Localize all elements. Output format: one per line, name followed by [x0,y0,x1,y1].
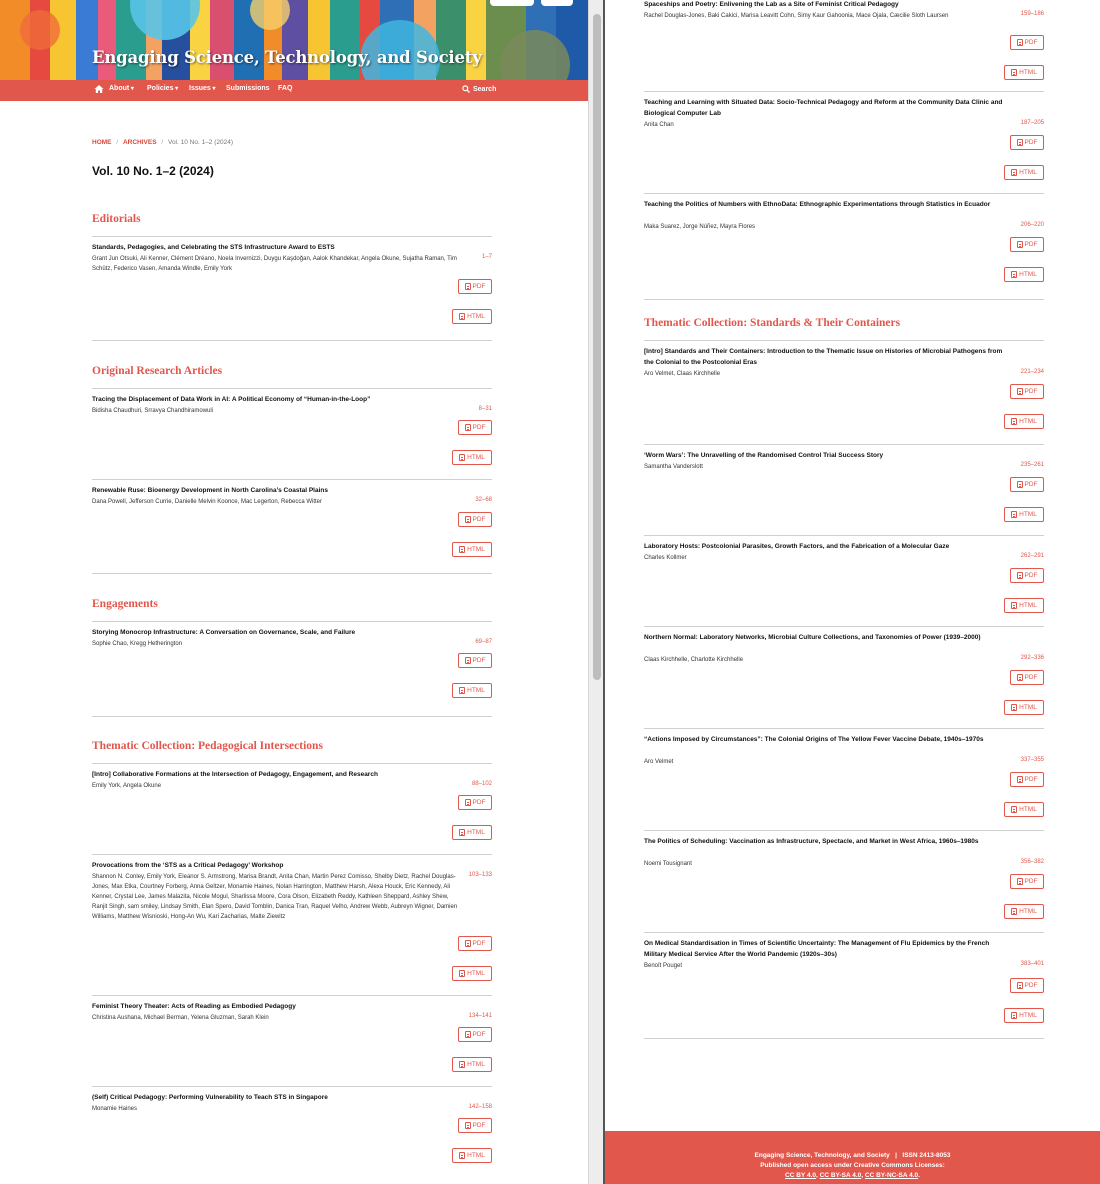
html-galley-button[interactable] [1004,598,1044,613]
html-file-icon [1011,69,1017,76]
pdf-galley-button[interactable] [458,279,492,294]
pdf-file-icon [1017,241,1023,248]
pdf-galley-label: PDF [472,940,486,947]
section-heading: Original Research Articles [92,365,492,389]
section-heading: Editorials [92,213,492,237]
html-file-icon [1011,908,1017,915]
nav-item-label: Issues [189,85,211,92]
article-authors: Sophie Chao, Kregg Hetherington [92,641,183,647]
html-file-icon [459,313,465,320]
article-authors: Aro Velmet, Claas Kirchhelle [644,371,721,377]
pdf-galley-label: PDF [472,283,486,290]
nav-item-label: FAQ [278,85,293,92]
journal-banner [0,0,588,80]
section-heading: Thematic Collection: Standards & Their Containers [644,317,1044,341]
article-authors: Christina Aushana, Michael Berman, Yelena Gluzman, Sarah Klein [92,1015,269,1021]
html-galley-label: HTML [467,313,485,320]
article-summary [92,237,492,341]
pdf-galley-button[interactable] [458,512,492,527]
article-title-link[interactable]: Laboratory Hosts: Postcolonial Parasites, Growth Factors, and the Fabrication of a Molecular Gaze [644,543,950,550]
issue-section [92,365,492,574]
html-galley-button[interactable] [1004,65,1044,80]
article-pages: 292–336 [1020,655,1044,661]
article-authors: Maka Suarez, Jorge Núñez, Mayra Flores [644,224,756,230]
html-file-icon [1011,806,1017,813]
license-link-cc-by-nc-sa[interactable]: CC BY-NC-SA 4.0 [864,1172,919,1179]
issue-section [644,317,1044,1039]
search-icon [462,85,470,93]
pdf-file-icon [465,1122,471,1129]
html-galley-label: HTML [1019,704,1037,711]
pdf-galley-button[interactable] [458,1118,492,1133]
section-heading: Engagements [92,598,492,622]
journal-page-right [605,0,1100,1184]
pdf-galley-label: PDF [1024,572,1038,579]
article-title-link[interactable]: Northern Normal: Laboratory Networks, Microbial Culture Collections, and Taxonomies of Power (1939–2000) [644,634,981,641]
article-title-link[interactable]: The Politics of Scheduling: Vaccination as Infrastructure, Spectacle, and Market in West Africa, 1960s–1980s [644,838,979,845]
html-galley-label: HTML [467,1152,485,1159]
pdf-galley-button[interactable] [1010,135,1044,150]
site-footer [605,1131,1100,1184]
breadcrumb [92,139,233,146]
issue-section [92,213,492,341]
article-summary [644,341,1044,445]
pdf-file-icon [465,424,471,431]
article-summary [92,996,492,1087]
article-summary [644,194,1044,300]
license-link-cc-by[interactable]: CC BY 4.0 [785,1172,816,1179]
pdf-galley-button[interactable] [1010,237,1044,252]
caret-down-icon: ▾ [129,86,134,92]
article-summary [644,0,1044,92]
html-galley-button[interactable] [452,542,492,557]
article-authors: Samantha Vanderslott [644,464,703,470]
pdf-galley-button[interactable] [458,795,492,810]
html-galley-button[interactable] [1004,904,1044,919]
article-pages: 134–141 [468,1013,492,1019]
html-galley-button[interactable] [1004,700,1044,715]
html-file-icon [1011,1012,1017,1019]
search-link[interactable] [462,85,496,93]
article-pages: 337–355 [1020,757,1044,763]
article-authors: Benoît Pouget [644,963,683,969]
html-galley-button[interactable] [1004,414,1044,429]
article-summary [92,389,492,480]
pdf-file-icon [1017,39,1023,46]
nav-item-faq[interactable] [278,85,292,92]
html-galley-button[interactable] [1004,267,1044,282]
article-authors: Anita Chan [644,122,674,128]
pdf-galley-button[interactable] [1010,670,1044,685]
article-pages: 356–382 [1020,859,1044,865]
article-title-link[interactable]: Feminist Theory Theater: Acts of Reading as Embodied Pedagogy [92,1003,296,1010]
article-authors: Noemi Tousignant [644,861,692,867]
article-authors: Grant Jun Otsuki, Ali Kenner, Clément Dréano, Noela Invernizzi, Duygu Kaşdoğan, Aalok Khandekar, Angela Okune, Sujatha Raman, Tim Schütz, Federico Vasen, Amanda Windle, Emily York [92,256,457,272]
scrollbar-thumb[interactable] [593,14,601,680]
article-title-link[interactable]: Teaching the Politics of Numbers with EthnoData: Ethnographic Experimentations through Statistics in Ecuador [644,201,991,208]
article-title-link[interactable]: [Intro] Standards and Their Containers: Introduction to the Thematic Issue on Histories of Microbial Pathogens from the Colonial to the Postcolonial Eras [644,348,1003,366]
article-pages: 235–261 [1020,462,1044,468]
nav-item-label: About [109,85,130,92]
article-pages: 69–87 [475,639,492,645]
pdf-galley-button[interactable] [1010,874,1044,889]
pdf-file-icon [465,516,471,523]
html-galley-label: HTML [1019,69,1037,76]
page-title: Vol. 10 No. 1–2 (2024) [92,164,214,178]
html-galley-label: HTML [1019,418,1037,425]
pdf-galley-label: PDF [1024,139,1038,146]
article-title-link[interactable]: Renewable Ruse: Bioenergy Development in North Carolina’s Coastal Plains [92,487,328,494]
pdf-galley-button[interactable] [458,936,492,951]
pdf-file-icon [1017,878,1023,885]
html-file-icon [459,454,465,461]
html-galley-button[interactable] [1004,165,1044,180]
pdf-galley-label: PDF [472,1122,486,1129]
pdf-galley-label: PDF [1024,241,1038,248]
footer-license-links: CC BY 4.0, CC BY-SA 4.0, CC BY-NC-SA 4.0. [785,1172,920,1179]
html-galley-label: HTML [467,970,485,977]
article-pages: 32–68 [475,497,492,503]
issue-section-continued [644,0,1044,300]
breadcrumb-current: Vol. 10 No. 1–2 (2024) [167,139,234,146]
pdf-galley-label: PDF [1024,388,1038,395]
login-button[interactable] [490,0,534,6]
footer-license-text: Published open access under Creative Commons Licenses: [760,1162,945,1169]
article-pages: 1–7 [481,254,492,260]
html-file-icon [1011,704,1017,711]
pdf-galley-button[interactable] [1010,35,1044,50]
article-title-link[interactable]: On Medical Standardisation in Times of Scientific Uncertainty: The Management of Flu Epidemics by the French Military Medical Service After the World Pandemic (1920s–30s) [644,940,990,958]
html-file-icon [1011,602,1017,609]
article-pages: 142–158 [468,1104,492,1110]
pdf-galley-label: PDF [1024,39,1038,46]
breadcrumb-home[interactable]: HOME [92,139,112,146]
article-summary [644,729,1044,831]
pdf-galley-button[interactable] [1010,568,1044,583]
html-galley-label: HTML [1019,602,1037,609]
article-summary [644,536,1044,627]
html-galley-button[interactable] [452,966,492,981]
footer-issn: ISSN 2413-8053 [902,1152,951,1159]
article-title-link[interactable]: Spaceships and Poetry: Enlivening the Lab as a Site of Feminist Critical Pedagogy [644,1,899,8]
html-file-icon [459,687,465,694]
caret-down-icon: ▾ [173,86,179,92]
article-title-link[interactable]: Standards, Pedagogies, and Celebrating the STS Infrastructure Award to ESTS [92,244,335,251]
pdf-galley-label: PDF [472,424,486,431]
article-authors: Charles Kollmer [644,555,687,561]
article-summary [644,627,1044,729]
article-pages: 88–102 [471,781,492,787]
pdf-galley-button[interactable] [458,1027,492,1042]
html-galley-button[interactable] [1004,1008,1044,1023]
pdf-galley-label: PDF [1024,982,1038,989]
html-galley-label: HTML [1019,1012,1037,1019]
html-file-icon [1011,418,1017,425]
search-label: Search [473,85,497,93]
nav-item-label: Policies [147,85,174,92]
pdf-galley-label: PDF [1024,674,1038,681]
pdf-galley-button[interactable] [458,653,492,668]
article-summary [644,445,1044,536]
article-title-link[interactable]: (Self) Critical Pedagogy: Performing Vulnerability to Teach STS in Singapore [92,1094,328,1101]
article-summary [92,855,492,996]
html-file-icon [1011,169,1017,176]
html-galley-button[interactable] [1004,507,1044,522]
article-summary [92,622,492,717]
article-authors: Shannon N. Conley, Emily York, Eleanor S. Armstrong, Marisa Brandt, Anita Chan, Martin Perez Comisso, Shelby Dietz, Rachel Douglas-Jones, Max Etka, Courtney Forberg, Anna Geltzer, Monamie Haines, Nolan Harrington, Matthew Harsh, Alexa Houck, Eric Kennedy, Ali Kenner, Crystal Lee, James Malazita, Nicole Mogul, Sharlissa Moore, Cora Olson, Elizabeth Reddy, Kathleen Sheppard, Ashley Shew, Ranjit Singh, sam smiley, Lindsay Smith, Elan Spero, David Tomblin, Danica Tran, Raquel Velho, Andrew Webb, Aubreyn Wigner, Damien Williams, Matthew Wisnioski, Hong-An Wu, Kari Zacharias, Malte Ziewitz [92,874,458,920]
article-pages: 159–186 [1020,11,1044,17]
html-galley-button[interactable] [452,1057,492,1072]
html-file-icon [459,1061,465,1068]
article-pages: 187–205 [1020,120,1044,126]
nav-item-about[interactable] [109,85,134,92]
article-title-link[interactable]: ‘Worm Wars’: The Unravelling of the Randomised Control Trial Success Story [644,452,884,459]
nav-item-submissions[interactable] [226,85,270,92]
pdf-galley-label: PDF [472,657,486,664]
pdf-galley-label: PDF [472,1031,486,1038]
article-summary [92,1087,492,1184]
html-file-icon [459,546,465,553]
html-galley-button[interactable] [1004,802,1044,817]
pdf-file-icon [1017,572,1023,579]
html-galley-button[interactable] [452,309,492,324]
article-title-link[interactable]: [Intro] Collaborative Formations at the Intersection of Pedagogy, Engagement, and Research [92,771,378,778]
article-summary [644,831,1044,933]
pdf-galley-button[interactable] [1010,978,1044,993]
article-authors: Aro Velmet [644,759,674,765]
pdf-file-icon [465,799,471,806]
html-galley-label: HTML [1019,511,1037,518]
html-galley-label: HTML [467,1061,485,1068]
html-galley-button[interactable] [452,825,492,840]
html-file-icon [1011,271,1017,278]
pdf-file-icon [1017,982,1023,989]
pdf-galley-button[interactable] [458,420,492,435]
pdf-file-icon [1017,481,1023,488]
html-galley-button[interactable] [452,1148,492,1163]
caret-down-icon: ▾ [210,86,216,92]
article-pages: 221–234 [1020,369,1044,375]
html-file-icon [459,1152,465,1159]
register-button[interactable] [541,0,573,6]
article-authors: Dana Powell, Jefferson Currie, Danielle Melvin Koonce, Mac Legerton, Rebecca Witter [92,499,322,505]
footer-journal-line [605,1151,1100,1161]
article-authors: Bidisha Chaudhuri, Srravya Chandhiramowuli [92,408,214,414]
breadcrumb-archives[interactable]: ARCHIVES [122,139,157,146]
article-pages: 8–31 [478,406,492,412]
pdf-file-icon [1017,776,1023,783]
pdf-galley-label: PDF [472,799,486,806]
article-title-link[interactable]: Tracing the Displacement of Data Work in AI: A Political Economy of “Human-in-the-Loop” [92,396,371,403]
journal-title[interactable]: Engaging Science, Technology, and Society [92,48,482,67]
pdf-galley-button[interactable] [1010,772,1044,787]
pdf-file-icon [465,283,471,290]
html-galley-label: HTML [467,829,485,836]
article-title-link[interactable]: Provocations from the ‘STS as a Critical Pedagogy’ Workshop [92,862,284,869]
main-navigation [0,80,588,101]
html-file-icon [459,970,465,977]
nav-item-policies[interactable] [147,85,178,92]
article-pages: 206–220 [1020,222,1044,228]
article-title-link[interactable]: Storying Monocrop Infrastructure: A Conversation on Governance, Scale, and Failure [92,629,356,636]
article-summary [644,933,1044,1039]
html-file-icon [1011,511,1017,518]
footer-separator: | [895,1152,897,1159]
pdf-galley-button[interactable] [1010,477,1044,492]
article-pages: 383–401 [1020,961,1044,967]
article-title-link[interactable]: Teaching and Learning with Situated Data: Socio-Technical Pedagogy and Reform at the Community Data Clinic and Biological Computer Lab [644,99,1003,117]
pdf-file-icon [465,940,471,947]
breadcrumb-separator: / [116,139,119,146]
article-authors: Emily York, Angela Okune [92,783,162,789]
article-authors: Claas Kirchhelle, Charlotte Kirchhelle [644,657,744,663]
license-link-cc-by-sa[interactable]: CC BY-SA 4.0 [819,1172,862,1179]
pdf-galley-label: PDF [472,516,486,523]
home-icon[interactable] [94,84,104,94]
pdf-file-icon [1017,139,1023,146]
html-galley-button[interactable] [452,450,492,465]
scrollbar[interactable] [588,0,604,1184]
html-galley-label: HTML [1019,806,1037,813]
pdf-file-icon [1017,674,1023,681]
pdf-file-icon [465,1031,471,1038]
article-authors: Monamie Haines [92,1106,138,1112]
html-galley-label: HTML [1019,271,1037,278]
footer-journal-title: Engaging Science, Technology, and Society [754,1152,890,1159]
article-authors: Rachel Douglas-Jones, Baki Cakici, Marisa Leavitt Cohn, Simy Kaur Gahoonia, Mace Ojala, Cæcilie Sloth Laursen [644,13,949,19]
article-pages: 262–291 [1020,553,1044,559]
pdf-file-icon [1017,388,1023,395]
pdf-galley-label: PDF [1024,776,1038,783]
pdf-galley-label: PDF [1024,481,1038,488]
html-galley-label: HTML [1019,169,1037,176]
article-summary [644,92,1044,194]
nav-item-issues[interactable] [189,85,215,92]
pdf-file-icon [465,657,471,664]
article-summary [92,480,492,574]
pdf-galley-button[interactable] [1010,384,1044,399]
pdf-galley-label: PDF [1024,878,1038,885]
nav-item-label: Submissions [226,85,270,92]
article-summary [92,764,492,855]
issue-section [92,740,492,1184]
html-file-icon [459,829,465,836]
html-galley-button[interactable] [452,683,492,698]
issue-section [92,598,492,717]
breadcrumb-separator: / [161,139,164,146]
article-title-link[interactable]: “Actions Imposed by Circumstances”: The Colonial Origins of The Yellow Fever Vaccine Debate, 1940s–1970s [644,736,984,743]
article-pages: 103–133 [468,872,492,878]
html-galley-label: HTML [467,454,485,461]
section-heading: Thematic Collection: Pedagogical Intersections [92,740,492,764]
html-galley-label: HTML [467,687,485,694]
html-galley-label: HTML [1019,908,1037,915]
html-galley-label: HTML [467,546,485,553]
